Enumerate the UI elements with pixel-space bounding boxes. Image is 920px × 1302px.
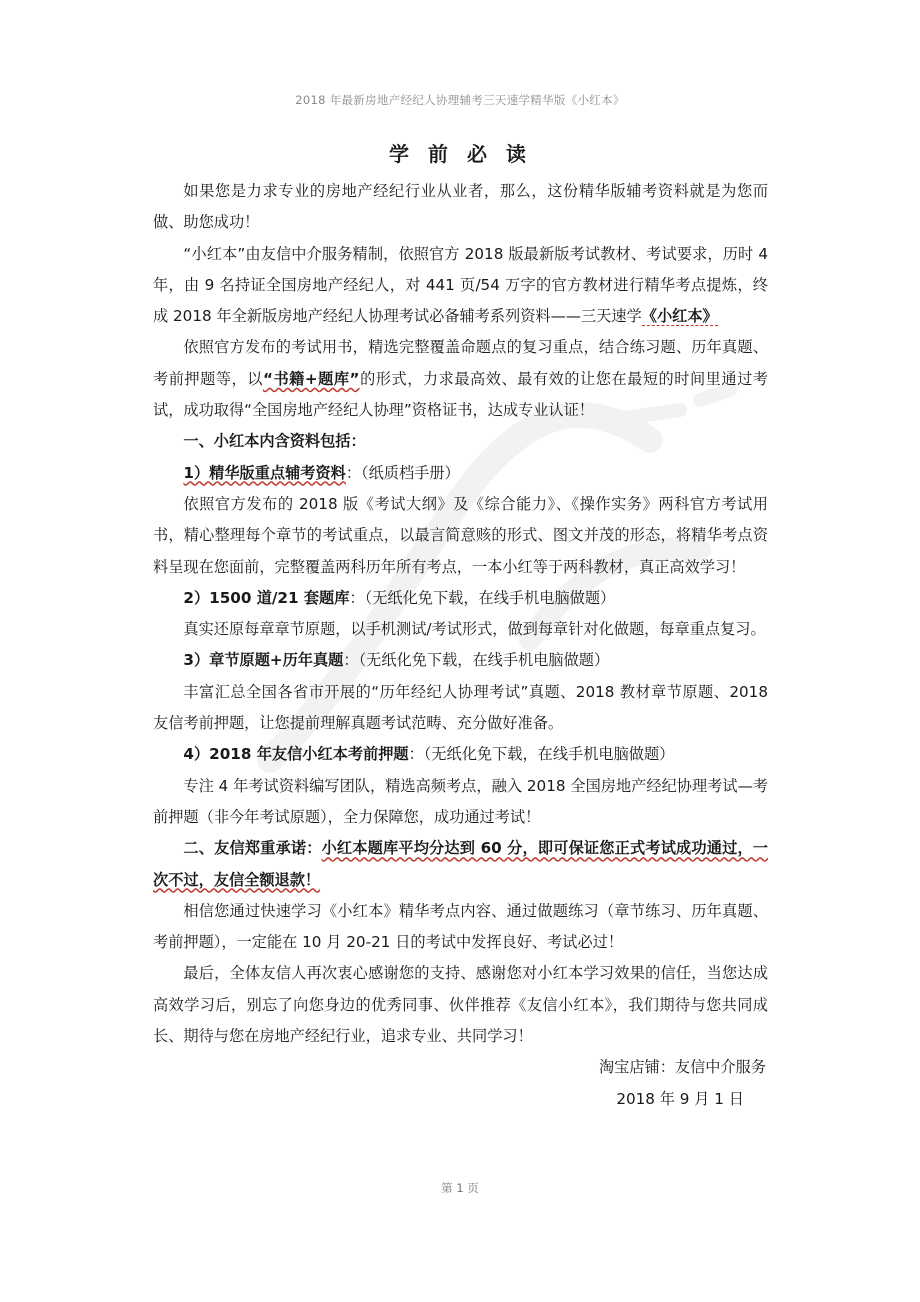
section-2-paragraph-1: 相信您通过快速学习《小红本》精华考点内容、通过做题练习（章节练习、历年真题、考前押题），一定能在 10 月 20-21 日的考试中发挥良好、考试必过！ <box>153 901 768 952</box>
intro-paragraph-1: 如果您是力求专业的房地产经纪行业从业者，那么，这份精华版辅考资料就是为您而做、助您成功！ <box>153 182 768 232</box>
books-plus-bank-emphasis: “书籍+题库” <box>262 369 360 388</box>
item-2-title: 2）1500 道/21 套题库 <box>183 588 350 607</box>
item-3-title: 3）章节原题+历年真题 <box>183 651 344 670</box>
section-2-paragraph-2: 最后，全体友信人再次衷心感谢您的支持、感谢您对小红本学习效果的信任，当您达成高效学习后，别忘了向您身边的优秀同事、伙伴推荐《友信小红本》，我们期待与您共同成长、期待与您在房地产经纪行业，追求专业、共同学习！ <box>153 964 768 1046</box>
intro-paragraph-3 <box>153 332 768 426</box>
signature-date: 2018 年 9 月 1 日 <box>616 1089 744 1108</box>
running-header: 2018 年最新房地产经纪人协理辅考三天速学精华版《小红本》 <box>295 93 625 107</box>
item-4-title: 4）2018 年友信小红本考前押题 <box>183 745 409 764</box>
item-1-note: ：（纸质档手册） <box>345 463 460 482</box>
refund-guarantee-emphasis: 小红本题库平均分达到 60 分，即可保证您正式考试成功通过，一次不过，友信全额退款！ <box>153 839 768 889</box>
item-3-heading <box>153 645 768 676</box>
page-number: 第 1 页 <box>441 1181 479 1195</box>
section-1-heading: 一、小红本内含资料包括： <box>183 432 366 451</box>
section-2-heading <box>153 833 768 896</box>
item-3-note: ：（无纸化免下载，在线手机电脑做题） <box>343 651 610 670</box>
item-1-title: 1）精华版重点辅考资料 <box>183 463 346 482</box>
item-4-description: 专注 4 年考试资料编写团队，精选高频考点，融入 2018 全国房地产经纪协理考试—考前押题（非今年考试原题），全力保障您，成功通过考试！ <box>153 776 768 826</box>
item-2-description: 真实还原每章章节原题，以手机测试/考试形式，做到每章针对化做题，每章重点复习。 <box>183 620 766 639</box>
signature-shop: 淘宝店铺：友信中介服务 <box>598 1058 766 1077</box>
intro-paragraph-2-text: “小红本”由友信中介服务精制，依照官方 2018 版最新版考试教材、考试要求，历时 4 年，由 9 名持证全国房地产经纪人，对 441 页/54 万字的官方教材进行精华考点提炼，终成 2018 年全新版房地产经纪人协理考试必备辅考系列资料——三天速学 <box>153 244 768 326</box>
document-body <box>153 138 768 1115</box>
page-title: 学 前 必 读 <box>389 142 532 166</box>
intro-paragraph-2 <box>153 239 768 333</box>
item-1-description: 依照官方发布的 2018 版《考试大纲》及《综合能力》、《操作实务》两科官方考试用书，精心整理每个章节的考试重点，以最言简意赅的形式、图文并茂的形态，将精华考点资料呈现在您面前，完整覆盖两科历年所有考点，一本小红等于两科教材，真正高效学习！ <box>153 494 768 576</box>
item-1-heading <box>153 458 768 489</box>
intro-paragraph-3-pre: 依照官方发布的考试用书，精选完整覆盖命题点的复习重点，结合练习题、历年真题、考前押题等，以 <box>153 338 768 388</box>
item-2-note: ：（无纸化免下载，在线手机电脑做题） <box>349 588 616 607</box>
item-4-note: ：（无纸化免下载，在线手机电脑做题） <box>408 745 675 764</box>
xiaohongben-emphasis: 《小红本》 <box>641 307 718 326</box>
intro-paragraph-3-post: 的形式，力求最高效、最有效的让您在最短的时间里通过考试，成功取得“全国房地产经纪人协理”资格证书，达成专业认证！ <box>153 369 768 420</box>
item-4-heading <box>153 739 768 770</box>
item-2-heading <box>153 583 768 614</box>
section-2-heading-label: 二、友信郑重承诺： <box>183 839 322 858</box>
item-3-description: 丰富汇总全国各省市开展的“历年经纪人协理考试”真题、2018 教材章节原题、2018 友信考前押题，让您提前理解真题考试范畴、充分做好准备。 <box>153 682 768 733</box>
